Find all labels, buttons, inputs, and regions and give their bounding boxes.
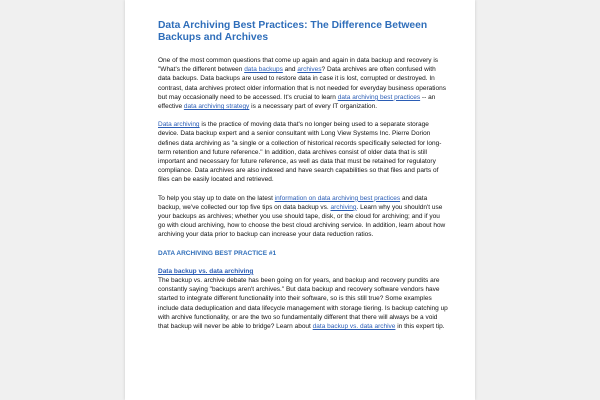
text-run: in this expert tip. xyxy=(395,323,445,331)
link-data-archiving[interactable]: Data archiving xyxy=(158,121,200,129)
text-run: -- an effective xyxy=(158,93,436,111)
text-run: . Learn why you shouldn't use your backups as archives; whether you use should tape, disk, or the cloud for archiving; and if you go with cloud archiving, how to choose the best cloud archiving service. In addition, learn about how archiving your data prior to backup can increase your data reduction ratios. xyxy=(158,203,446,239)
paragraph-definition xyxy=(158,120,448,184)
text-run: is the practice of moving data that's no longer being used to a separate storage device. Data backup expert and a senior consultant with Long View Systems Inc. Pierre Dorion defines data archiving as "a single or a collection of historical records specifically selected for long-term retention and future reference." In addition, data archives consist of older data that is still important and necessary for future reference, as well as data that must be retained for regulatory compliance. Data archives are also indexed and have search capabilities so that files and parts of files can be easily located and retrieved. xyxy=(158,121,442,184)
section-heading: DATA ARCHIVING BEST PRACTICE #1 xyxy=(158,249,277,257)
text-run: One of the most common questions that come up again and again in data backup and recovery is "What's the different between xyxy=(158,57,439,74)
text-run: and data backup, we've collected our top five tips on data backup vs. xyxy=(158,194,428,211)
link-information-best-practices[interactable]: information on data archiving best practices xyxy=(274,194,401,202)
link-data-backups[interactable]: data backups xyxy=(244,66,283,74)
link-archives[interactable]: archives xyxy=(297,66,322,74)
subheading xyxy=(158,267,448,276)
text-run: is a necessary part of every IT organization. xyxy=(249,103,378,111)
document-content xyxy=(158,20,448,340)
text-run: and xyxy=(282,66,298,74)
paragraph-backup-vs-archive xyxy=(158,276,448,331)
link-archiving[interactable]: archiving xyxy=(330,203,357,211)
text-run: To help you stay up to date on the latest xyxy=(158,194,275,202)
document-title: Data Archiving Best Practices: The Difference Between Backups and Archives xyxy=(158,20,428,43)
text-run: ? Data archives are often confused with data backups. Data backups are used to restore data in case it is lost, corrupted or destroyed. In contrast, data archives protect older information that is not needed for everyday business operations but may occasionally need to be accessed. It's crucial to learn xyxy=(158,66,446,101)
document-page xyxy=(125,0,475,400)
link-backup-vs-archive[interactable]: data backup vs. data archive xyxy=(312,323,396,331)
paragraph-intro xyxy=(158,56,448,111)
link-backup-vs-archiving[interactable]: Data backup vs. data archiving xyxy=(158,267,254,275)
text-run: The backup vs. archive debate has been going on for years, and backup and recovery pundits are constantly saying "backups aren't archives." But data backup and recovery software vendors have started to integrate different functionality into their software, so is this still true? Some examples include data deduplication and data lifecycle management with storage tiering. Is backup catching up with archive functionality, or are the two so fundamentally different that there will always be a void that backup will never be able to bridge? Learn about xyxy=(158,277,448,331)
link-data-archiving-best-practices[interactable]: data archiving best practices xyxy=(337,93,421,101)
paragraph-tips xyxy=(158,194,448,240)
link-data-archiving-strategy[interactable]: data archiving strategy xyxy=(183,103,250,111)
